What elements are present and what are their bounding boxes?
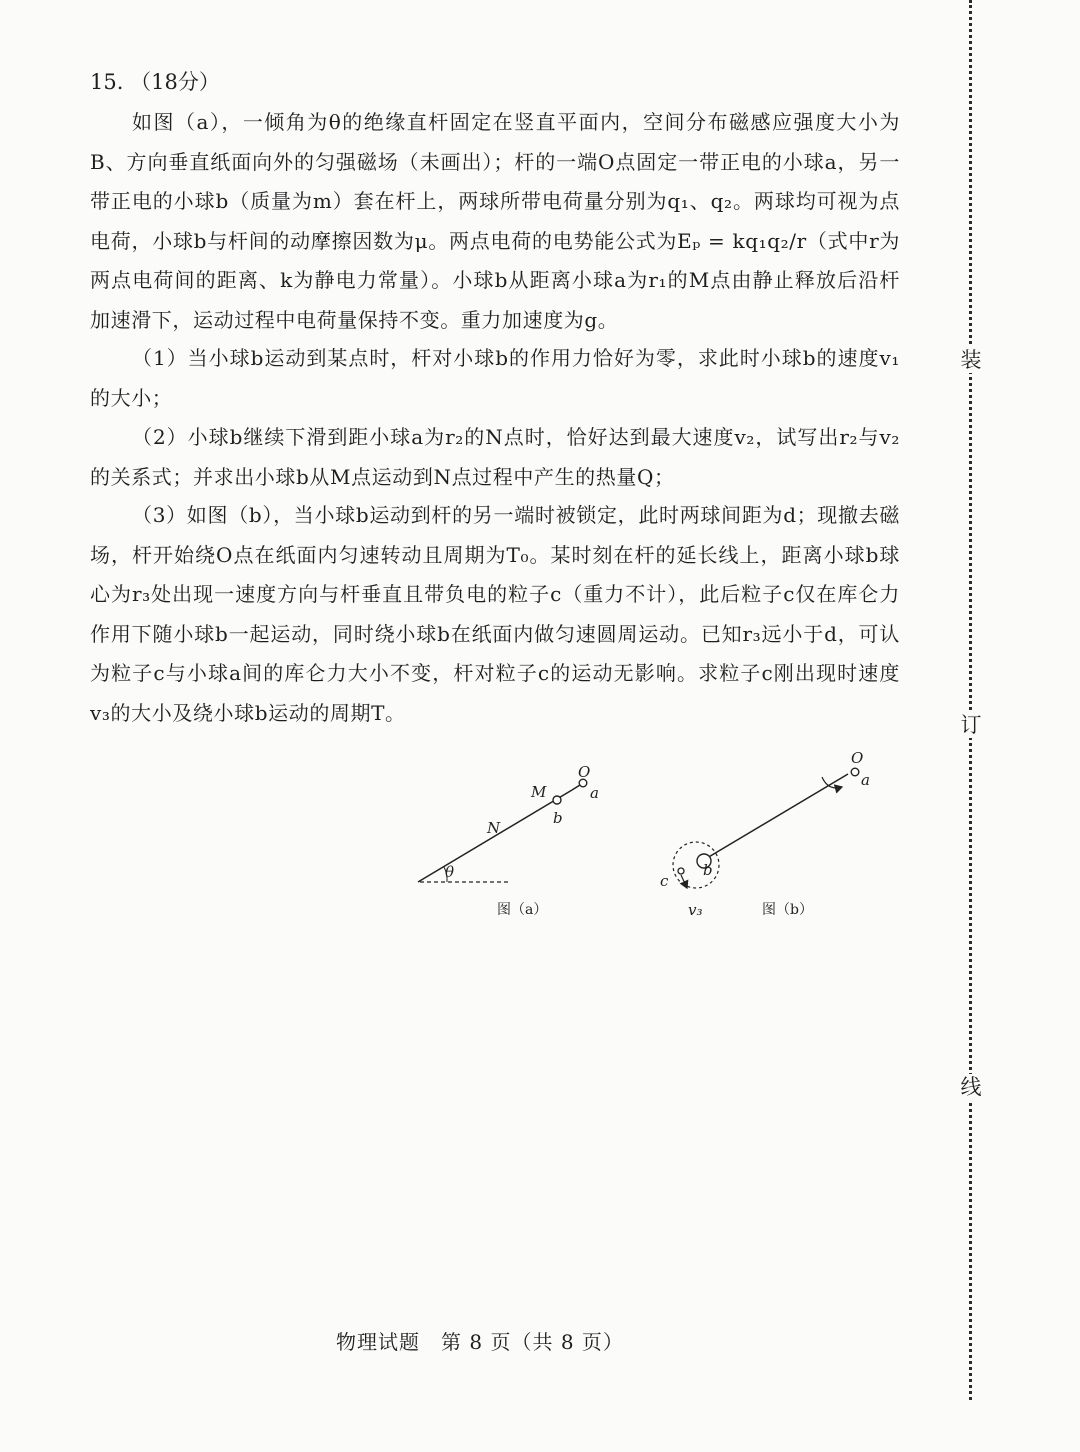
rod-a-end [572, 785, 580, 790]
question-part-2: （2）小球b继续下滑到距小球a为r₂的N点时，恰好达到最大速度v₂，试写出r₂与v₂的关系式；并求出小球b从M点运动到N点过程中产生的热量Q； [90, 425, 900, 489]
label-O-b: O [851, 749, 864, 767]
question-part-1: （1）当小球b运动到某点时，杆对小球b的作用力恰好为零，求此时小球b的速度v₁的大小； [90, 346, 900, 410]
ball-a-b [851, 768, 859, 776]
binding-mark-ding: 订 [958, 712, 984, 738]
question-points: （18分） [130, 70, 220, 94]
question-intro: 如图（a），一倾角为θ的绝缘直杆固定在竖直平面内，空间分布磁感应强度大小为B、方向垂直纸面向外的匀强磁场（未画出）；杆的一端O点固定一带正电的小球a，另一带正电的小球b（质量为m）套在杆上，两球所带电荷量分别为q₁、q₂。两球均可视为点电荷，小球b与杆间的动摩擦因数为μ。两点电荷的电势能公式为Eₚ = kq₁q₂/r（式中r为两点电荷间的距离、k为静电力常量）。小球b从距离小球a为r₁的M点由静止释放后沿杆加速滑下，运动过程中电荷量保持不变。重力加速度为g。 [90, 110, 900, 332]
figures [400, 745, 880, 930]
caption-b: 图（b） [762, 902, 813, 918]
label-O-a: O [578, 763, 591, 781]
label-v3: v₃ [688, 901, 703, 919]
label-a-a: a [590, 784, 599, 802]
binding-mark-xian: 线 [958, 1074, 984, 1100]
label-a-b: a [861, 771, 870, 789]
question-part-3: （3）如图（b），当小球b运动到杆的另一端时被锁定，此时两球间距为d；现撤去磁场，杆开始绕O点在纸面内匀速转动且周期为T₀。某时刻在杆的延长线上，距离小球b球心为r₃处出现一速度方向与杆垂直且带负电的粒子c（重力不计），此后粒子c仅在库仑力作用下随小球b一起运动，同时绕小球b在纸面内做匀速圆周运动。已知r₃远小于d，可认为粒子c与小球a间的库仑力大小不变，杆对粒子c的运动无影响。求粒子c刚出现时速度v₃的大小及绕小球b运动的周期T。 [90, 503, 900, 725]
binding-mark-zhuang: 装 [958, 347, 984, 373]
caption-a: 图（a） [497, 902, 548, 918]
label-c: c [660, 872, 669, 890]
label-theta: θ [445, 863, 455, 881]
label-b-a: b [553, 809, 563, 827]
figure-svg [400, 745, 880, 930]
rod-b [707, 774, 848, 858]
question-header [90, 66, 220, 96]
particle-c [678, 868, 684, 874]
question-number: 15. [90, 70, 124, 94]
figure-b [660, 749, 870, 919]
page-footer: 物理试题 第 8 页（共 8 页） [336, 1330, 624, 1354]
label-M: M [531, 783, 547, 801]
figure-a [418, 763, 599, 918]
ball-b-a [553, 796, 561, 804]
label-N: N [487, 819, 501, 837]
velocity-v3-arrow [681, 875, 687, 888]
binding-dotted-line [969, 0, 972, 1400]
label-b-b: b [703, 861, 713, 879]
